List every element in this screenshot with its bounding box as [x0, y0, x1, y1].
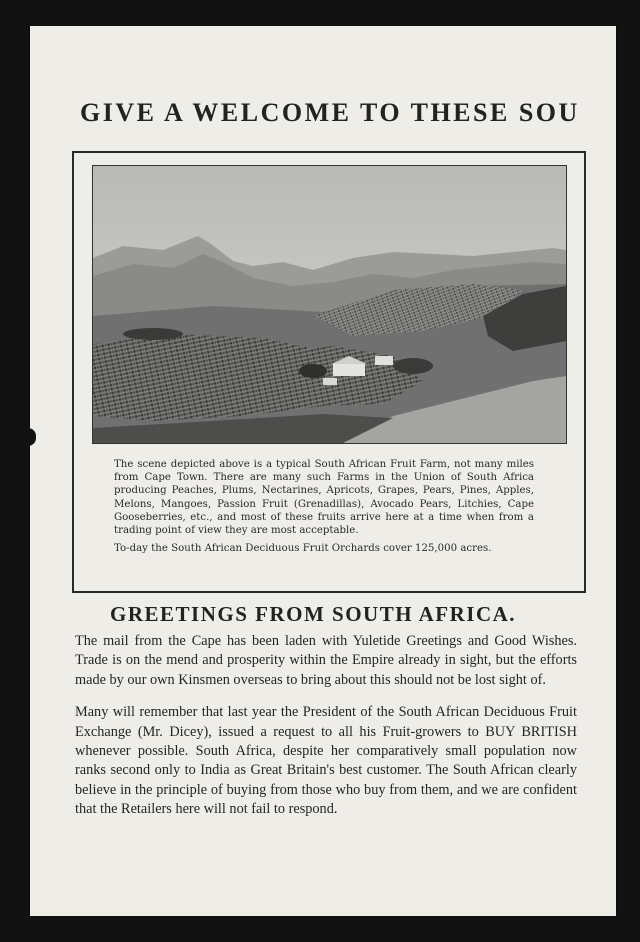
leaflet-page	[30, 26, 616, 916]
body-paragraph: The mail from the Cape has been laden with Yuletide Greetings and Good Wishes. Trade is on the mend and prosperity within the Empire already in sight, but the efforts made by our own Kinsmen overseas to bring about this should not be lost sight of.	[75, 633, 577, 688]
caption-paragraph: The scene depicted above is a typical South African Fruit Farm, not many miles from Cape Town. There are many such Farms in the Union of South Africa producing Peaches, Plums, Nectarines, Apricots, Grapes, Pears, Pines, Apples, Melons, Mangoes, Passion Fruit (Grenadillas), Avocado Pears, Litchies, Cape Gooseberries, etc., and most of these fruits arrive here at a time when from a trading point of view they are most acceptable.	[114, 459, 534, 537]
headline: GIVE A WELCOME TO THESE SOU	[80, 98, 580, 127]
photo-caption	[114, 458, 534, 560]
article-body	[75, 632, 577, 833]
body-paragraph: Many will remember that last year the President of the South African Deciduous Fruit Exchange (Mr. Dicey), issued a request to all his Fruit-growers to BUY BRITISH whenever possible. South Africa, despite her comparatively small population now ranks second only to India as Great Britain's best customer. The South African clearly believe in the principle of buying from those who buy from them, and we are confident that the Retailers here will not fail to respond.	[75, 704, 577, 818]
caption-acreage-note: To-day the South African Deciduous Fruit Orchards cover 125,000 acres.	[114, 543, 492, 555]
section-title: GREETINGS FROM SOUTH AFRICA.	[110, 602, 517, 626]
orchard-farm-photo	[92, 165, 567, 444]
photo-frame	[72, 151, 586, 593]
